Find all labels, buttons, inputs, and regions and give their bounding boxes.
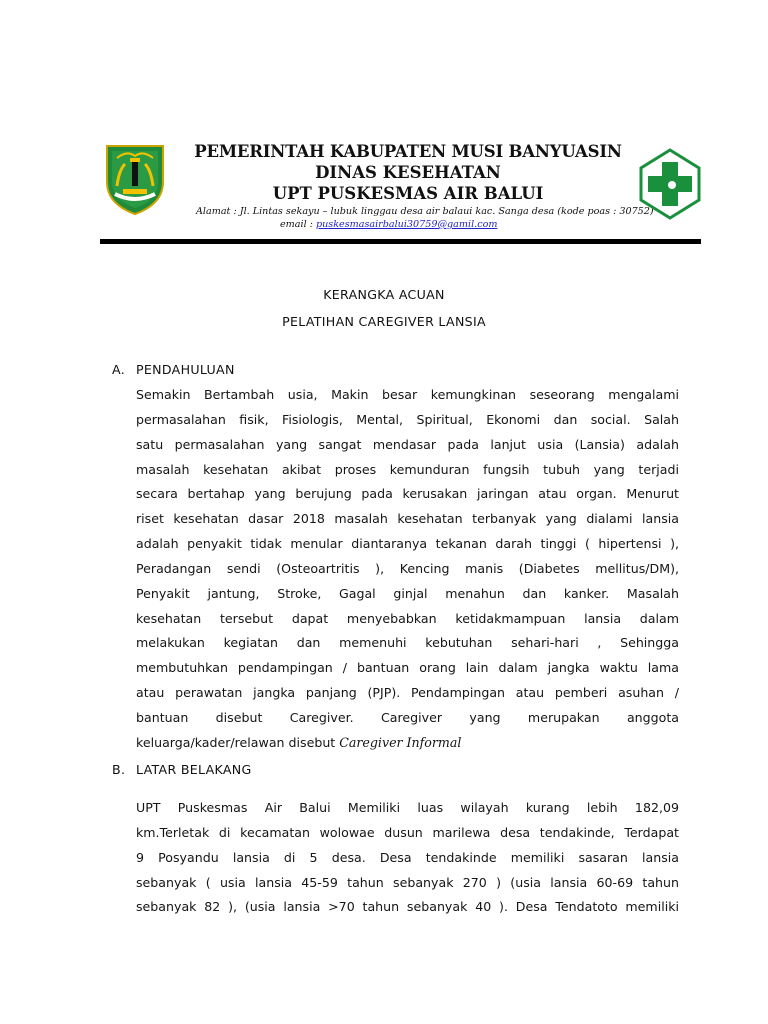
address-line: Alamat : Jl. Lintas sekayu – lubuk linggau desa air balaui kac. Sanga desa (kode poas : 30752) [196, 206, 654, 217]
email-link[interactable]: puskesmasairbalui30759@gamil.com [315, 219, 498, 230]
paragraph-line: sebanyak 82 ), (usia lansia >70 tahun sebanyak 40 ). Desa Tendatoto memiliki [136, 899, 679, 915]
section-a-heading [112, 362, 235, 377]
paragraph-line: UPT Puskesmas Air Balui Memiliki luas wilayah kurang lebih 182,09 [136, 800, 679, 815]
section-b-number: B. [112, 762, 126, 777]
paragraph-line: Semakin Bertambah usia, Makin besar kemungkinan seseorang mengalami [136, 387, 679, 402]
email-label: email : [280, 219, 313, 230]
section-a-title: PENDAHULUAN [136, 362, 235, 377]
letterhead-address [196, 205, 654, 231]
section-a-paragraph [136, 383, 679, 756]
section-b-heading [112, 762, 252, 777]
paragraph-line: permasalahan fisik, Fisiologis, Mental, Spiritual, Ekonomi dan social. Salah [136, 411, 679, 427]
caregiver-informal-term: Caregiver Informal [339, 734, 462, 750]
paragraph-line: Penyakit jantung, Stroke, Gagal ginjal menahun dan kanker. Masalah [136, 585, 679, 601]
email-line [196, 218, 636, 231]
paragraph-line: riset kesehatan dasar 2018 masalah kesehatan terbanyak yang dialami lansia [136, 511, 679, 527]
paragraph-line: bantuan disebut Caregiver. Caregiver yang merupakan anggota [136, 709, 679, 725]
paragraph-line: satu permasalahan yang sangat mendasar pada lanjut usia (Lansia) adalah [136, 436, 679, 452]
last-line-text: keluarga/kader/relawan disebut [136, 734, 340, 750]
paragraph-line: sebanyak ( usia lansia 45-59 tahun sebanyak 270 ) (usia lansia 60-69 tahun [136, 874, 679, 890]
letterhead-line-1: PEMERINTAH KABUPATEN MUSI BANYUASIN [194, 142, 622, 161]
section-b-title: LATAR BELAKANG [136, 762, 252, 777]
paragraph-last-line [136, 731, 679, 756]
doc-title-line-2: PELATIHAN CAREGIVER LANSIA [282, 314, 486, 329]
letterhead [168, 141, 648, 204]
section-b-paragraph [136, 796, 679, 920]
paragraph-line: melakukan kegiatan dan memenuhi kebutuhan sehari-hari , Sehingga [136, 635, 679, 651]
paragraph-line: masalah kesehatan akibat proses kemunduran fungsih tubuh yang terjadi [136, 461, 679, 477]
paragraph-line: km.Terletak di kecamatan wolowae dusun marilewa desa tendakinde, Terdapat [136, 824, 679, 840]
letterhead-divider [100, 239, 701, 244]
paragraph-line: secara bertahap yang berujung pada kerusakan jaringan atau organ. Menurut [136, 486, 679, 502]
letterhead-line-2: DINAS KESEHATAN [315, 163, 501, 182]
paragraph-line: atau perawatan jangka panjang (PJP). Pendampingan atau pemberi asuhan / [136, 685, 679, 701]
paragraph-line: Peradangan sendi (Osteoartritis ), Kencing manis (Diabetes mellitus/DM), [136, 560, 679, 576]
section-a-number: A. [112, 362, 125, 377]
paragraph-line: membutuhkan pendampingan / bantuan orang lain dalam jangka waktu lama [136, 660, 679, 676]
doc-title-line-1: KERANGKA ACUAN [323, 287, 445, 302]
puskesmas-cross-logo-icon [639, 148, 701, 220]
musi-banyuasin-emblem-icon [103, 142, 167, 216]
paragraph-line: kesehatan tersebut dapat menyebabkan ketidakmampuan lansia dalam [136, 610, 679, 626]
paragraph-line: 9 Posyandu lansia di 5 desa. Desa tendakinde memiliki sasaran lansia [136, 849, 679, 865]
letterhead-line-3: UPT PUSKESMAS AIR BALUI [272, 184, 544, 203]
paragraph-line: adalah penyakit tidak menular diantaranya tekanan darah tinggi ( hipertensi ), [136, 536, 679, 552]
